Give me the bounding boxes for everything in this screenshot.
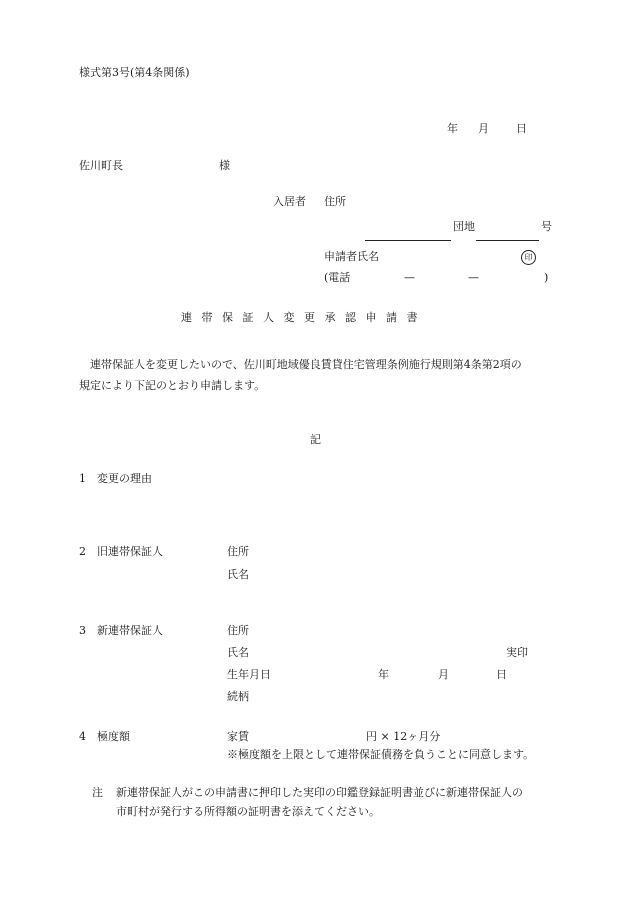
applicant-name-label: 申請者氏名 (324, 250, 379, 263)
addressee-honorific: 様 (219, 159, 230, 172)
item3-name-label: 氏名 (227, 646, 249, 659)
date-day: 日 (516, 122, 527, 135)
item1-label: 1 変更の理由 (79, 472, 152, 485)
item3-seal-label: 実印 (506, 646, 528, 659)
item2-address-label: 住所 (227, 545, 249, 558)
ki-heading: 記 (310, 433, 321, 446)
item2-name-label: 氏名 (227, 568, 249, 581)
item3-birth-day: 日 (496, 668, 507, 681)
item2-label: 2 旧連帯保証人 (79, 545, 163, 558)
item3-address-label: 住所 (227, 624, 249, 637)
number-underline (476, 240, 539, 241)
applicant-role-label: 入居者 (273, 195, 306, 208)
danchi-underline (365, 240, 451, 241)
note-line-2: 市町村が発行する所得額の証明書を添えてください。 (116, 805, 380, 818)
item4-label: 4 極度額 (79, 730, 130, 743)
body-line-1: 連帯保証人を変更したいので、佐川町地域優良賃貸住宅管理条例施行規則第4条第2項の (90, 358, 522, 371)
addressee-name: 佐川町長 (79, 159, 123, 172)
item3-relation-label: 続柄 (227, 690, 249, 703)
item4-rent-label: 家賃 (227, 730, 249, 743)
item4-formula: 円 × 12ヶ月分 (366, 730, 441, 743)
date-year: 年 (447, 122, 458, 135)
item4-consent: ※極度額を上限として連帯保証債務を負うことに同意します。 (227, 748, 535, 761)
phone-dash-1: — (404, 271, 415, 284)
applicant-address-label: 住所 (324, 195, 346, 208)
number-label: 号 (541, 220, 552, 233)
phone-close: ) (544, 271, 549, 284)
note-label: 注 (92, 786, 103, 799)
item3-birth-year: 年 (378, 668, 389, 681)
form-number: 様式第3号(第4条関係) (79, 66, 190, 79)
item3-birth-label: 生年月日 (227, 668, 271, 681)
body-line-2: 規定により下記のとおり申請します。 (79, 379, 266, 392)
document-title: 連帯保証人変更承認申請書 (181, 311, 427, 324)
date-month: 月 (478, 122, 489, 135)
seal-mark: 印 (521, 250, 536, 265)
item3-birth-month: 月 (438, 668, 449, 681)
danchi-label: 団地 (453, 220, 475, 233)
note-line-1: 新連帯保証人がこの申請書に押印した実印の印鑑登録証明書並びに新連帯保証人の (116, 786, 523, 799)
phone-dash-2: — (468, 271, 479, 284)
phone-open: (電話 (324, 271, 351, 284)
item3-label: 3 新連帯保証人 (79, 624, 163, 637)
